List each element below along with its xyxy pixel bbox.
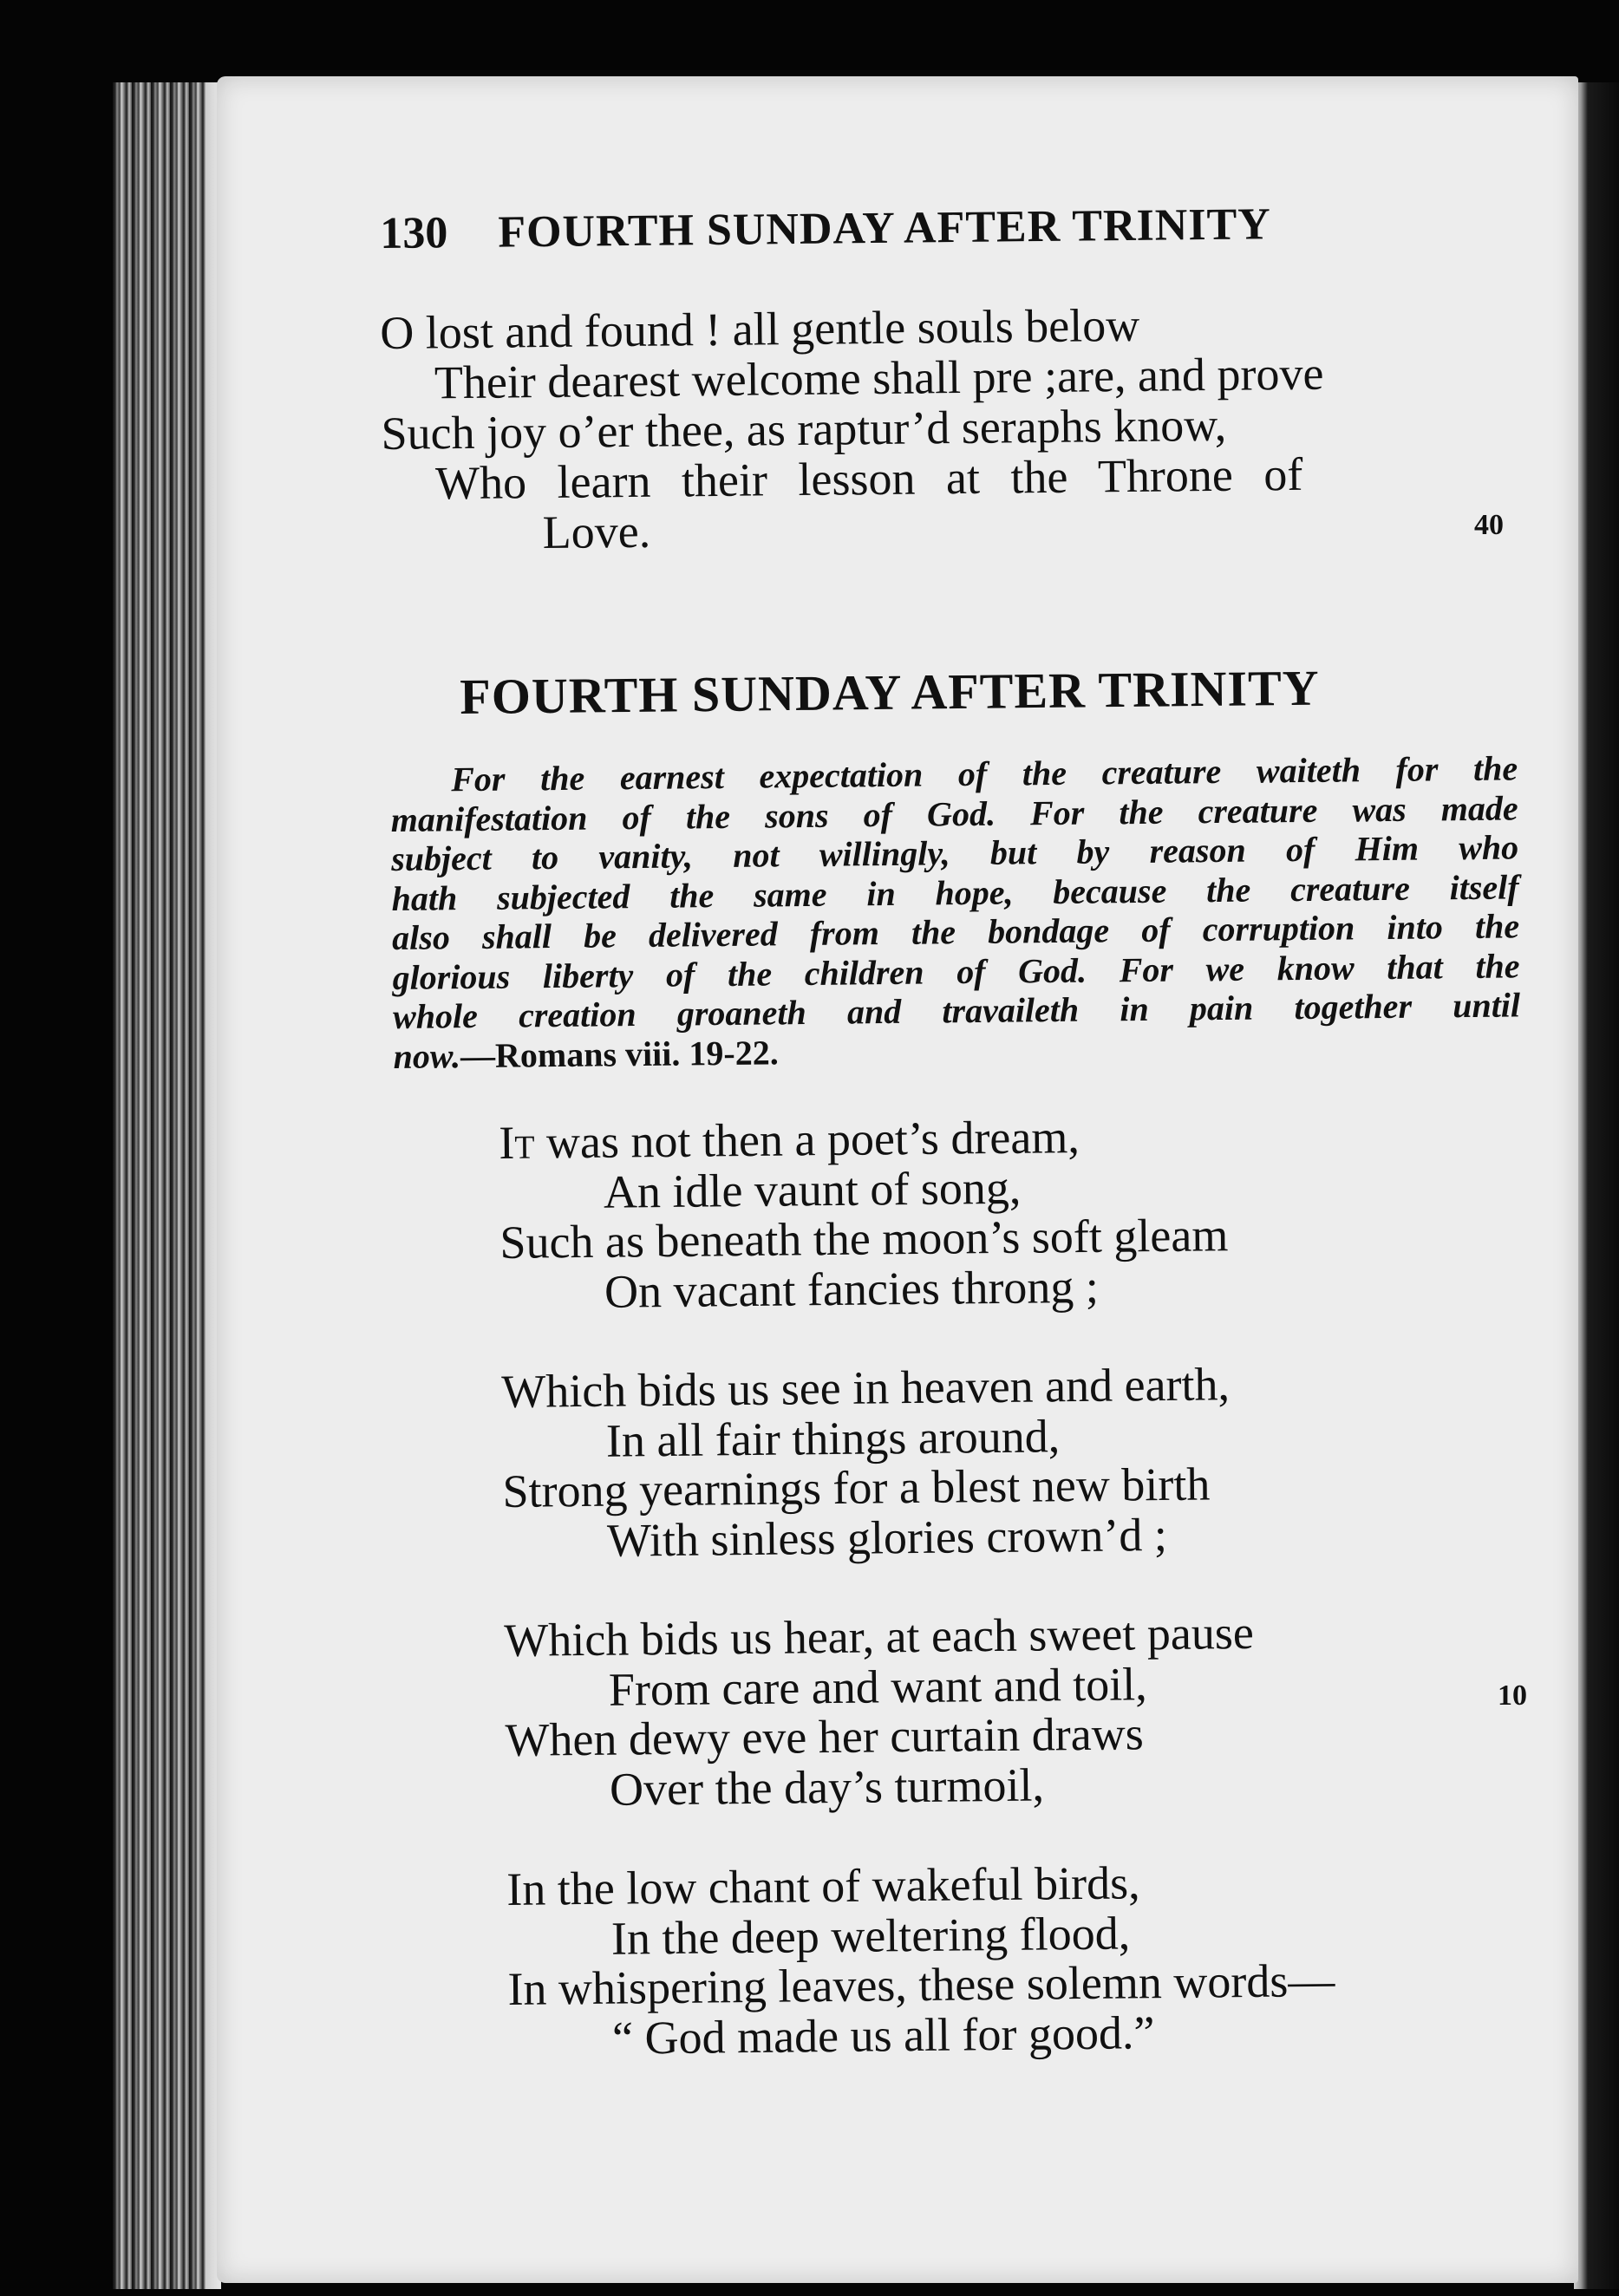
stanza-2 [501, 1359, 1330, 1567]
epigraph-line: also shall be delivered from the bondage of corruption into the [391, 906, 1520, 957]
verse-line: Such joy o’er thee, as raptur’d seraphs know, [381, 398, 1227, 460]
stanza-3 [504, 1608, 1333, 1816]
poem [499, 1110, 1336, 2114]
epigraph [390, 748, 1521, 1076]
line-number-10: 10 [1498, 1680, 1527, 1712]
verse-line: In the deep weltering flood, [610, 1906, 1131, 1965]
epigraph-line: hath subjected the same in hope, because the creature itself [391, 866, 1519, 918]
verse-line-rest: was not then a poet’s dream, [534, 1110, 1080, 1169]
verse-line: Over the day’s turmoil, [609, 1758, 1045, 1816]
verse-line: In whispering leaves, these solemn words— [507, 1954, 1335, 2015]
verse-line: “ God made us all for good.” [611, 2006, 1155, 2064]
epigraph-last-word: now. [393, 1035, 461, 1076]
epigraph-line: whole creation groaneth and travaileth in pain together until [392, 985, 1521, 1036]
section-title: FOURTH SUNDAY AFTER TRINITY [460, 659, 1320, 725]
running-head [380, 199, 1271, 259]
previous-stanza [380, 298, 1326, 559]
book-page-edges [113, 82, 221, 2289]
verse-line: In all fair things around, [605, 1409, 1061, 1467]
poem-initial-word: It [498, 1116, 535, 1169]
verse-line: Strong yearnings for a blest new birth [502, 1458, 1211, 1517]
stanza-4 [506, 1856, 1335, 2064]
verse-line: Which bids us see in heaven and earth, [500, 1358, 1231, 1418]
verse-line: Their dearest welcome shall pre ;are, and prove [434, 347, 1324, 409]
epigraph-line: glorious liberty of the children of God. For we know that the [392, 945, 1520, 997]
verse-line: In the low chant of wakeful birds, [506, 1856, 1140, 1915]
verse-line: Which bids us hear, at each sweet pause [503, 1606, 1255, 1667]
running-head-title: FOURTH SUNDAY AFTER TRINITY [498, 199, 1272, 258]
line-number-40: 40 [1474, 509, 1504, 541]
verse-line: Such as beneath the moon’s soft gleam [499, 1209, 1229, 1269]
epigraph-line: For the earnest expectation of the creature waiteth for the [450, 748, 1518, 799]
verse-line: When dewy eve her curtain draws [505, 1707, 1144, 1766]
verse-line: With sinless glories crown’d ; [606, 1508, 1168, 1567]
epigraph-citation: —Romans viii. 19-22. [460, 1032, 779, 1075]
verse-line: O lost and found ! all gentle souls below [379, 298, 1140, 359]
page-number: 130 [380, 208, 448, 258]
verse-line: From care and want and toil, [608, 1657, 1148, 1716]
verse-line: On vacant fancies throng ; [604, 1260, 1100, 1318]
verse-line: Who learn their lesson at the Throne of [434, 447, 1303, 510]
epigraph-line: manifestation of the sons of God. For the creature was made [390, 787, 1518, 839]
verse-line: An idle vaunt of song, [603, 1161, 1022, 1218]
book-right-edge [1574, 82, 1619, 2289]
stanza-1 [499, 1110, 1328, 1318]
verse-line: Love. [542, 505, 651, 559]
epigraph-line: subject to vanity, not willingly, but by reason of Him who [390, 827, 1519, 878]
verse-line [499, 1110, 1326, 1168]
